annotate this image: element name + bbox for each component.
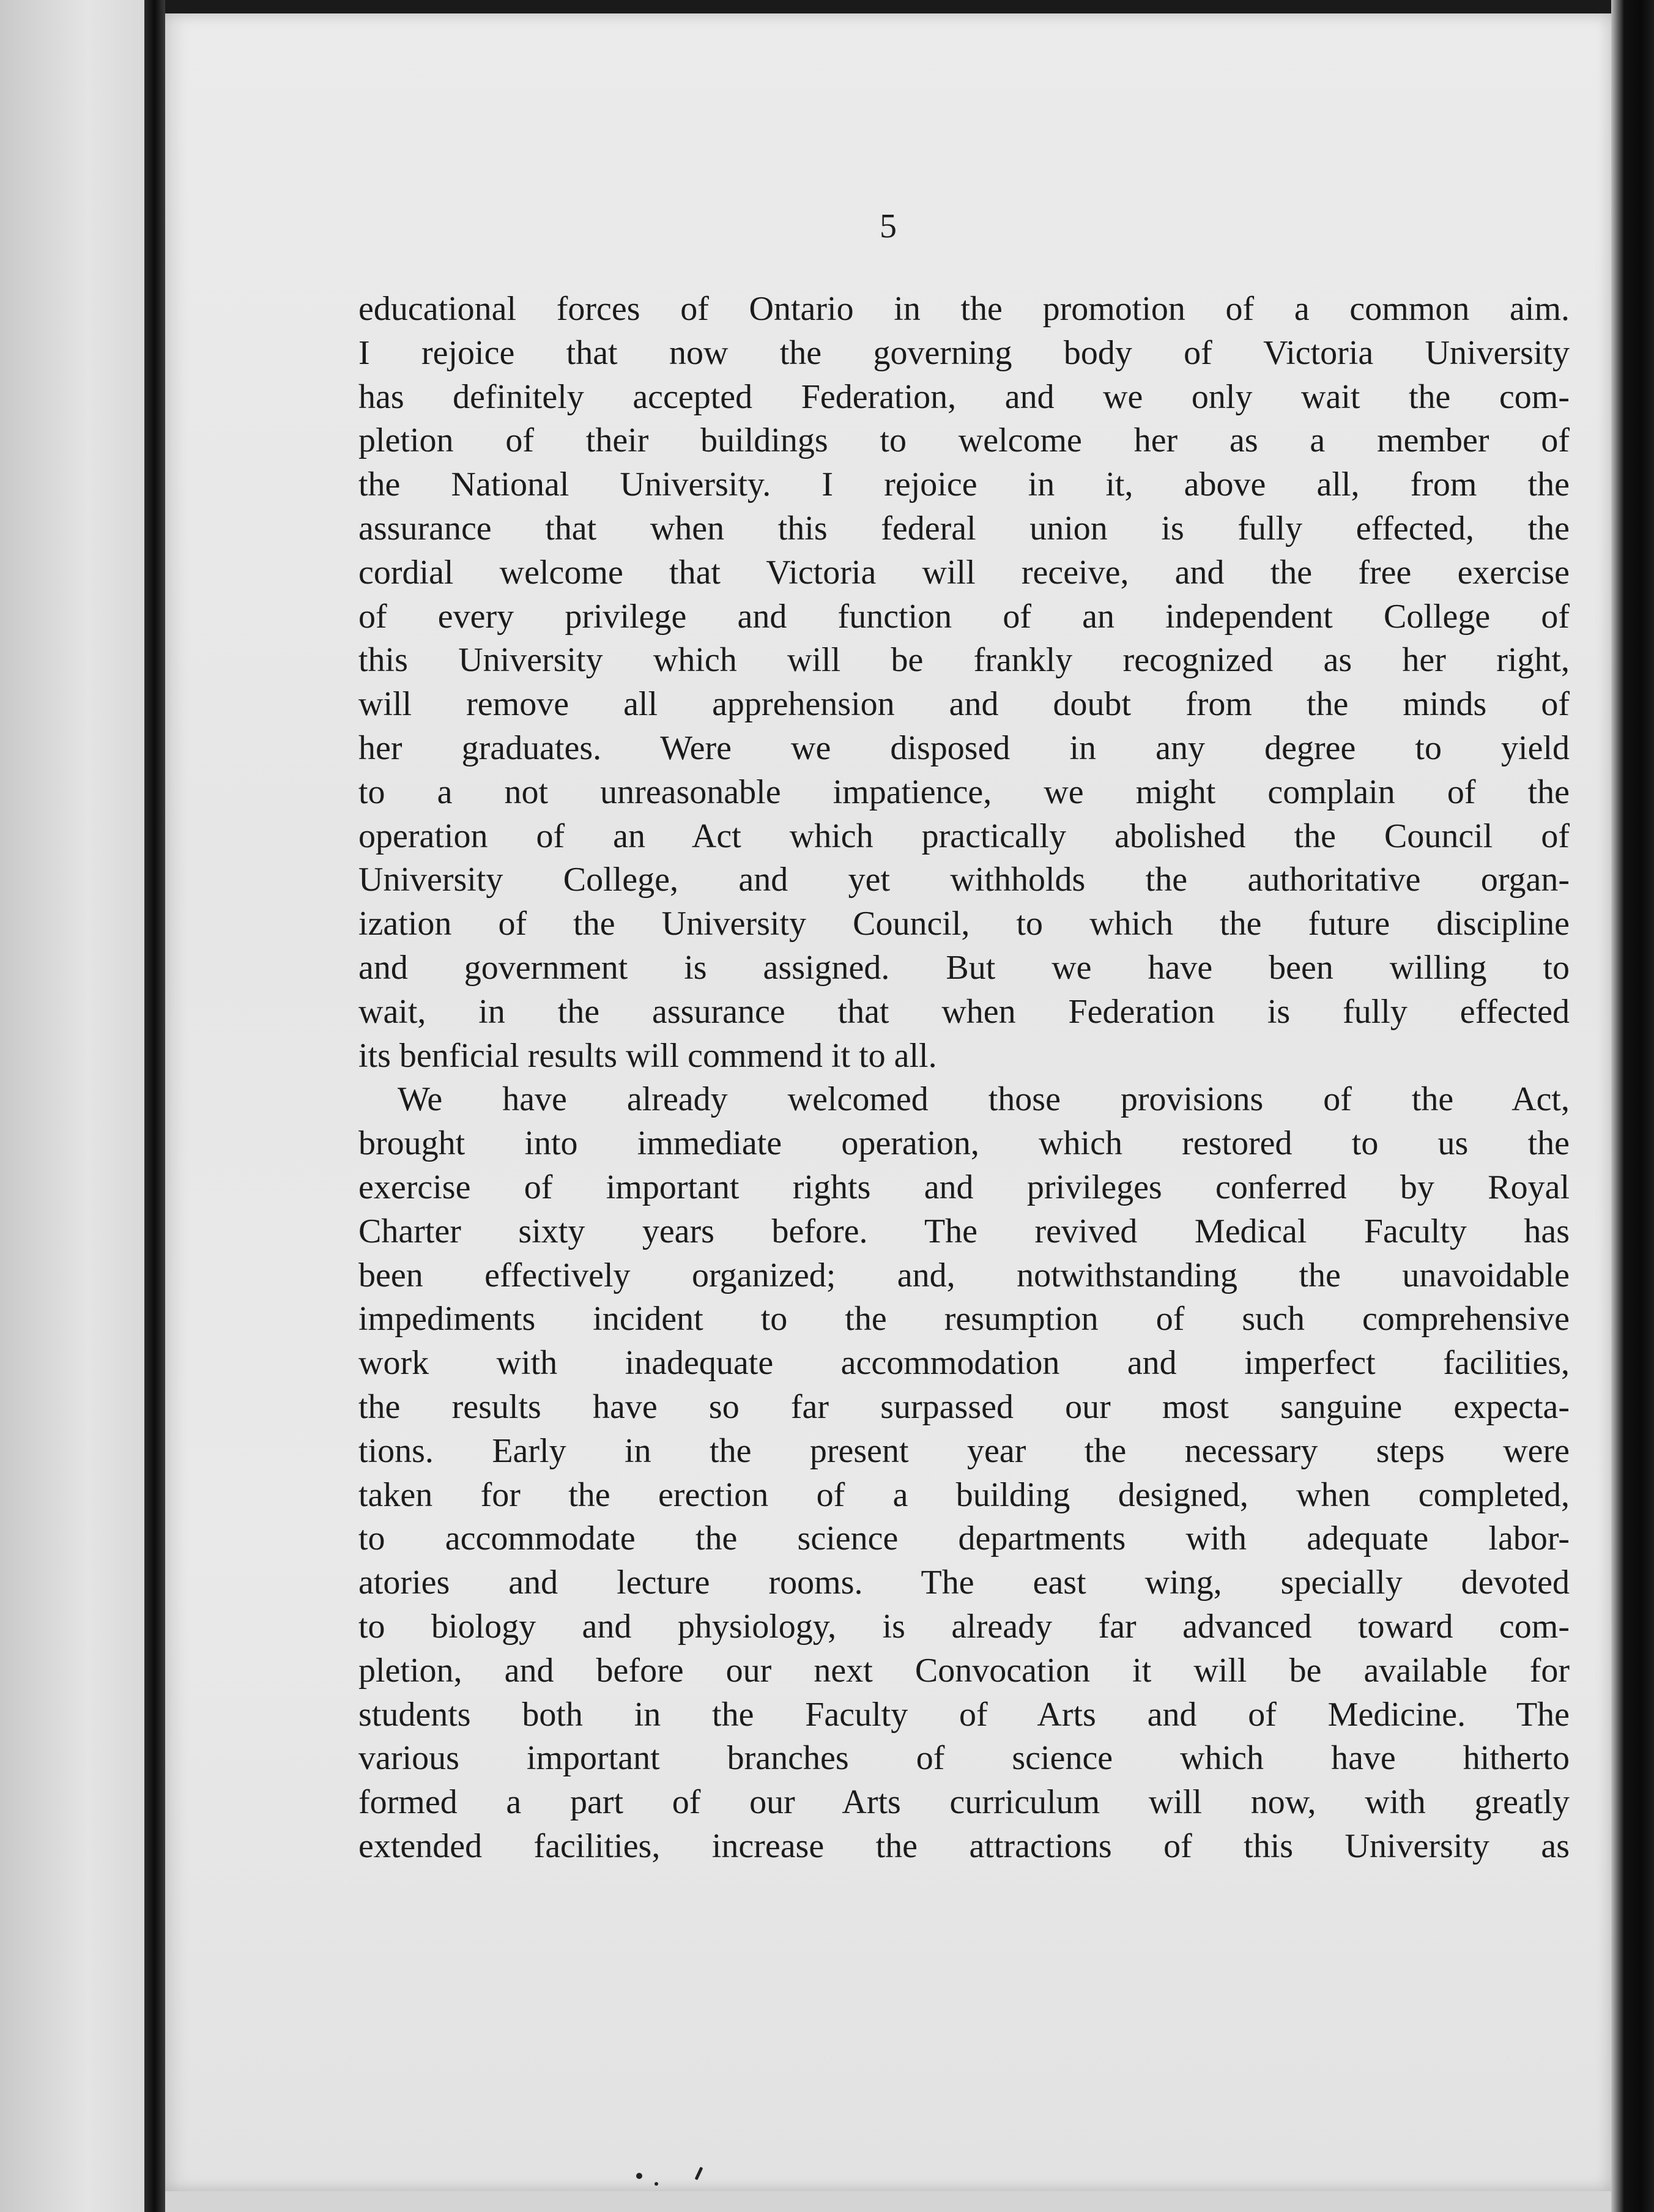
text-line: Charter sixty years before. The revived Medical Faculty has [358, 1212, 1570, 1250]
text-line: pletion, and before our next Convocation it will be available for [358, 1651, 1570, 1690]
text-line: will remove all apprehension and doubt from the minds of [358, 685, 1570, 724]
text-line: taken for the erection of a building designed, when completed, [358, 1475, 1570, 1514]
text-line: her graduates. Were we disposed in any degree to yield [358, 729, 1570, 767]
text-line: been effectively organized; and, notwithstanding the unavoidable [358, 1256, 1570, 1294]
page-number: 5 [880, 207, 897, 245]
text-line: University College, and yet withholds the authoritative organ- [358, 861, 1570, 899]
text-line: operation of an Act which practically abolished the Council of [358, 817, 1570, 855]
text-line: pletion of their buildings to welcome her as a member of [358, 421, 1570, 460]
facing-page-edge [0, 0, 147, 2212]
text-line: the results have so far surpassed our most sanguine expecta- [358, 1387, 1570, 1426]
text-line: I rejoice that now the governing body of Victoria University [358, 333, 1570, 372]
scan-top-border [0, 0, 1654, 13]
text-line: wait, in the assurance that when Federation is fully effected [358, 992, 1570, 1031]
text-line: educational forces of Ontario in the promotion of a common aim. [358, 290, 1570, 328]
scan-speck [655, 2182, 658, 2186]
paragraph-first-line: We have already welcomed those provisions of the Act, [398, 1080, 1570, 1119]
text-line: various important branches of science which have hitherto [358, 1739, 1570, 1778]
text-line: to accommodate the science departments with adequate labor- [358, 1520, 1570, 1558]
scan-speck [695, 2167, 703, 2180]
text-line: atories and lecture rooms. The east wing, specially devoted [358, 1564, 1570, 1602]
text-line: the National University. I rejoice in it, above all, from the [358, 466, 1570, 504]
text-line: of every privilege and function of an independent College of [358, 597, 1570, 636]
text-line: and government is assigned. But we have been willing to [358, 948, 1570, 987]
scan-right-border [1611, 0, 1654, 2212]
text-line: ization of the University Council, to which the future discipline [358, 905, 1570, 943]
text-line: work with inadequate accommodation and imperfect facilities, [358, 1344, 1570, 1382]
book-gutter [144, 0, 165, 2212]
body-text [358, 288, 1570, 1869]
text-line: brought into immediate operation, which restored to us the [358, 1124, 1570, 1163]
text-line: assurance that when this federal union is fully effected, the [358, 509, 1570, 547]
scan-speck [636, 2173, 642, 2179]
text-line: tions. Early in the present year the necessary steps were [358, 1431, 1570, 1470]
text-line: impediments incident to the resumption of such comprehensive [358, 1300, 1570, 1338]
page [165, 13, 1611, 2191]
paragraph-last-line: its benficial results will commend it to all. [358, 1036, 937, 1075]
text-line: has definitely accepted Federation, and we only wait the com- [358, 377, 1570, 416]
text-line: this University which will be frankly recognized as her right, [358, 641, 1570, 680]
text-line: to biology and physiology, is already far advanced toward com- [358, 1607, 1570, 1646]
text-line: cordial welcome that Victoria will receive, and the free exercise [358, 553, 1570, 592]
text-line: to a not unreasonable impatience, we might complain of the [358, 773, 1570, 811]
text-line: extended facilities, increase the attractions of this University as [358, 1827, 1570, 1865]
text-line: formed a part of our Arts curriculum will now, with greatly [358, 1783, 1570, 1822]
text-line: students both in the Faculty of Arts and of Medicine. The [358, 1695, 1570, 1734]
text-line: exercise of important rights and privileges conferred by Royal [358, 1168, 1570, 1206]
